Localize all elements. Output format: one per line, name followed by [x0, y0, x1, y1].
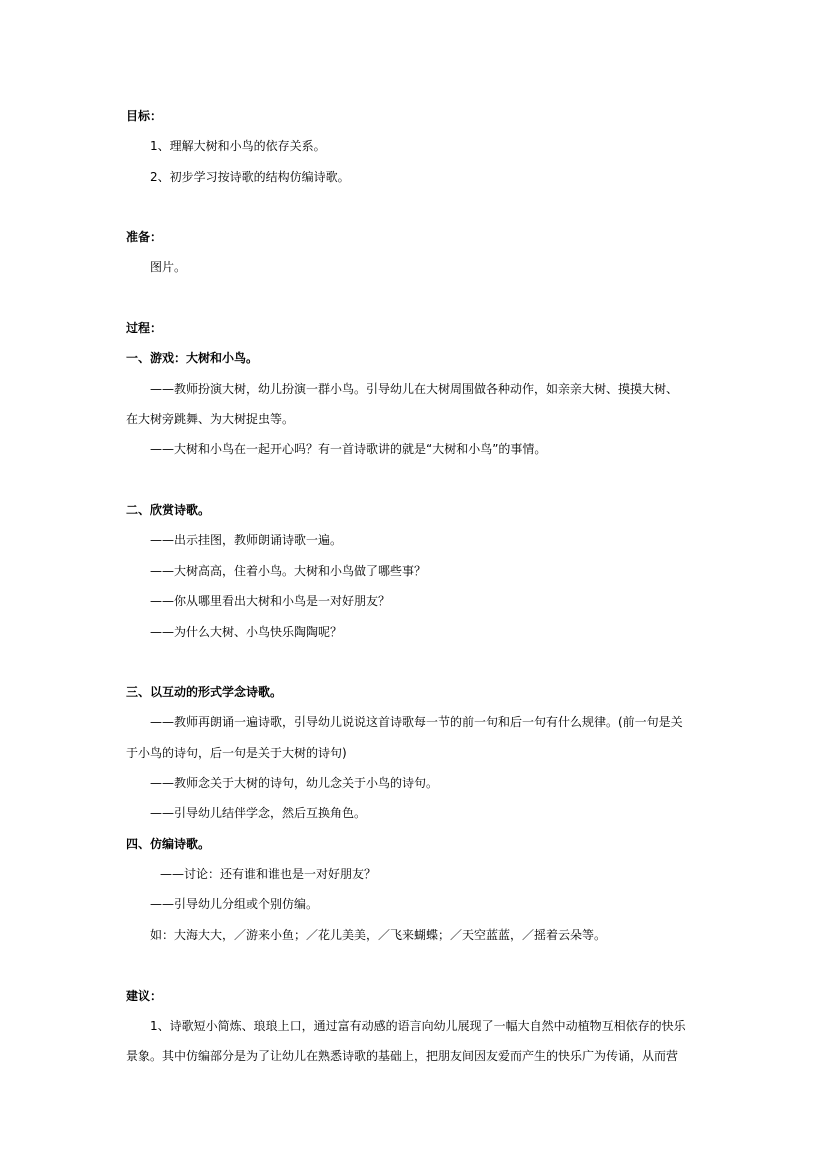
section-2-para-2: ——大树高高，住着小鸟。大树和小鸟做了哪些事？ — [150, 564, 427, 578]
section-1-para-2: ——大树和小鸟在一起开心吗？有一首诗歌讲的就是“大树和小鸟”的事情。 — [150, 442, 547, 456]
section-2-para-3: ——你从哪里看出大树和小鸟是一对好朋友？ — [150, 594, 391, 608]
goal-item-1: 1、理解大树和小鸟的依存关系。 — [150, 139, 326, 153]
section-3-title: 三、以互动的形式学念诗歌。 — [126, 685, 283, 699]
section-3-para-2: ——教师念关于大树的诗句，幼儿念关于小鸟的诗句。 — [150, 776, 439, 790]
section-1-para-1-line-2: 在大树旁跳舞、为大树捉虫等。 — [126, 412, 295, 426]
suggestion-para-1-line-2: 景象。其中仿编部分是为了让幼儿在熟悉诗歌的基础上，把朋友间因友爱而产生的快乐广为传诵，从而营 — [126, 1049, 679, 1063]
section-2-para-4: ——为什么大树、小鸟快乐陶陶呢？ — [150, 625, 343, 639]
suggestion-heading: 建议： — [126, 989, 163, 1003]
section-2-title: 二、欣赏诗歌。 — [126, 503, 211, 517]
section-4-para-1: ——讨论：还有谁和谁也是一对好朋友？ — [160, 867, 377, 881]
section-3-para-1-line-2: 于小鸟的诗句，后一句是关于大树的诗句) — [126, 746, 347, 760]
section-2-para-1: ——出示挂图，教师朗诵诗歌一遍。 — [150, 533, 343, 547]
prep-heading: 准备： — [126, 230, 163, 244]
section-4-para-2: ——引导幼儿分组或个别仿编。 — [150, 897, 319, 911]
goal-heading: 目标： — [126, 109, 163, 123]
section-3-para-3: ——引导幼儿结伴学念，然后互换角色。 — [150, 806, 367, 820]
section-4-para-3: 如：大海大大，／游来小鱼；／花儿美美，／飞来蝴蝶；／天空蓝蓝，／摇着云朵等。 — [150, 928, 607, 942]
prep-item-1: 图片。 — [150, 260, 187, 274]
section-3-para-1-line-1: ——教师再朗诵一遍诗歌，引导幼儿说说这首诗歌每一节的前一句和后一句有什么规律。(前一句是关 — [150, 715, 683, 729]
section-1-para-1-line-1: ——教师扮演大树，幼儿扮演一群小鸟。引导幼儿在大树周围做各种动作，如亲亲大树、摸摸大树、 — [150, 382, 679, 396]
section-1-title: 一、游戏：大树和小鸟。 — [126, 351, 259, 365]
process-heading: 过程： — [126, 321, 163, 335]
suggestion-para-1-line-1: 1、诗歌短小简炼、琅琅上口，通过富有动感的语言向幼儿展现了一幅大自然中动植物互相依存的快乐 — [150, 1019, 686, 1033]
section-4-title: 四、仿编诗歌。 — [126, 837, 211, 851]
goal-item-2: 2、初步学习按诗歌的结构仿编诗歌。 — [150, 170, 350, 184]
